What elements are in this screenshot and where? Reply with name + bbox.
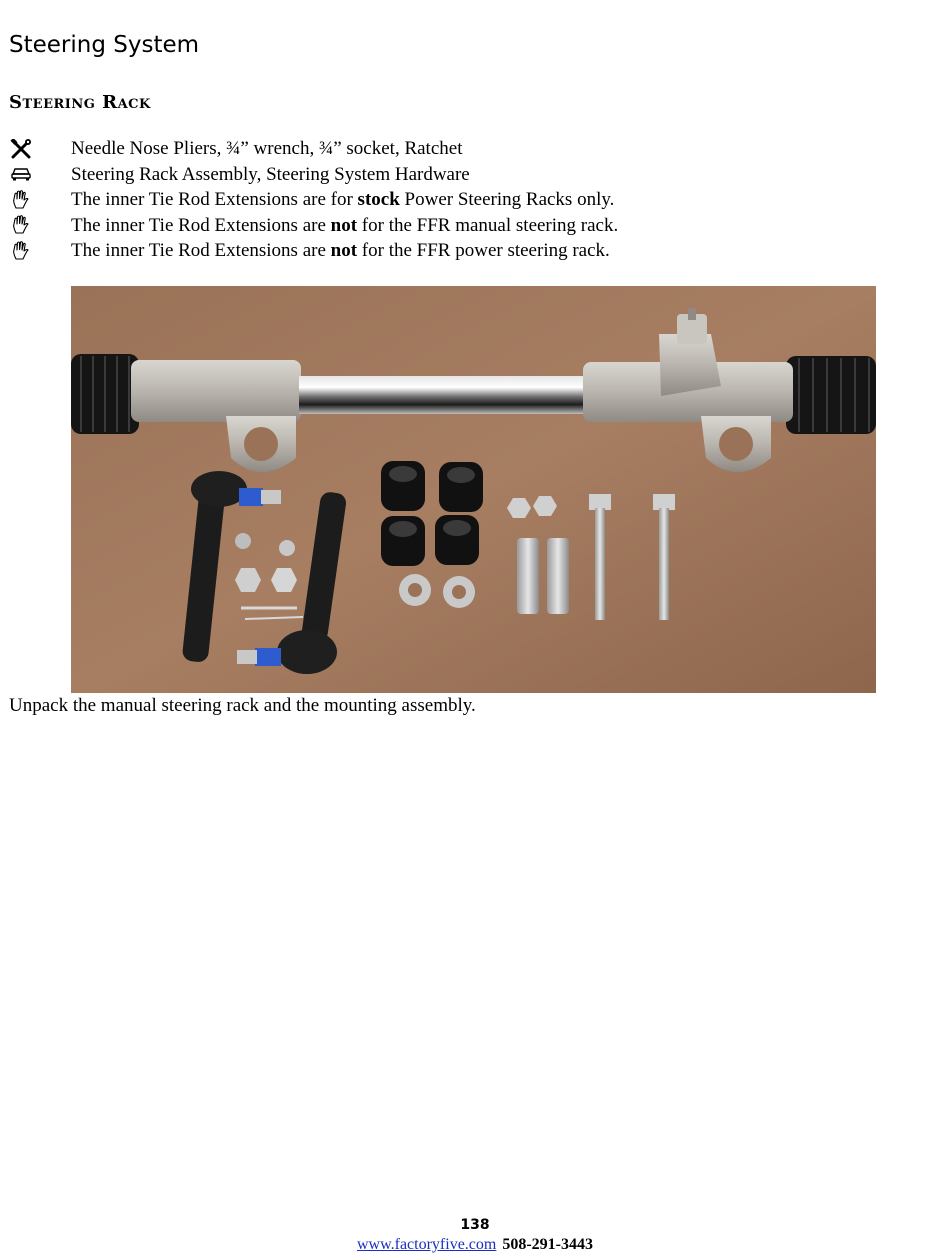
tools-icon <box>9 136 33 161</box>
list-item <box>9 187 909 213</box>
page-title: Steering System <box>9 32 200 58</box>
list-item <box>9 213 909 239</box>
hand-icon <box>9 213 33 238</box>
hand-icon <box>9 238 33 263</box>
list-item <box>9 238 909 264</box>
item-text: The inner Tie Rod Extensions are not for the FFR power steering rack. <box>71 240 610 261</box>
item-text: The inner Tie Rod Extensions are not for the FFR manual steering rack. <box>71 214 619 236</box>
car-icon <box>9 162 33 187</box>
section-title: Steering Rack <box>9 92 151 113</box>
item-text: The inner Tie Rod Extensions are for stock Power Steering Racks only. <box>71 189 615 210</box>
steering-rack-photo <box>71 286 876 693</box>
footer-contact <box>0 1236 950 1254</box>
page-number: 138 <box>460 1217 490 1233</box>
phone-number: 508-291-3443 <box>502 1236 593 1253</box>
photo-caption: Unpack the manual steering rack and the mounting assembly. <box>9 695 476 716</box>
item-text: Steering Rack Assembly, Steering System Hardware <box>71 163 470 185</box>
website-link[interactable]: www.factoryfive.com <box>356 1236 497 1253</box>
list-item <box>9 162 909 188</box>
list-item <box>9 136 909 162</box>
item-list <box>9 136 909 264</box>
item-text: Needle Nose Pliers, ¾” wrench, ¾” socket, Ratchet <box>71 138 463 159</box>
hand-icon <box>9 187 33 212</box>
